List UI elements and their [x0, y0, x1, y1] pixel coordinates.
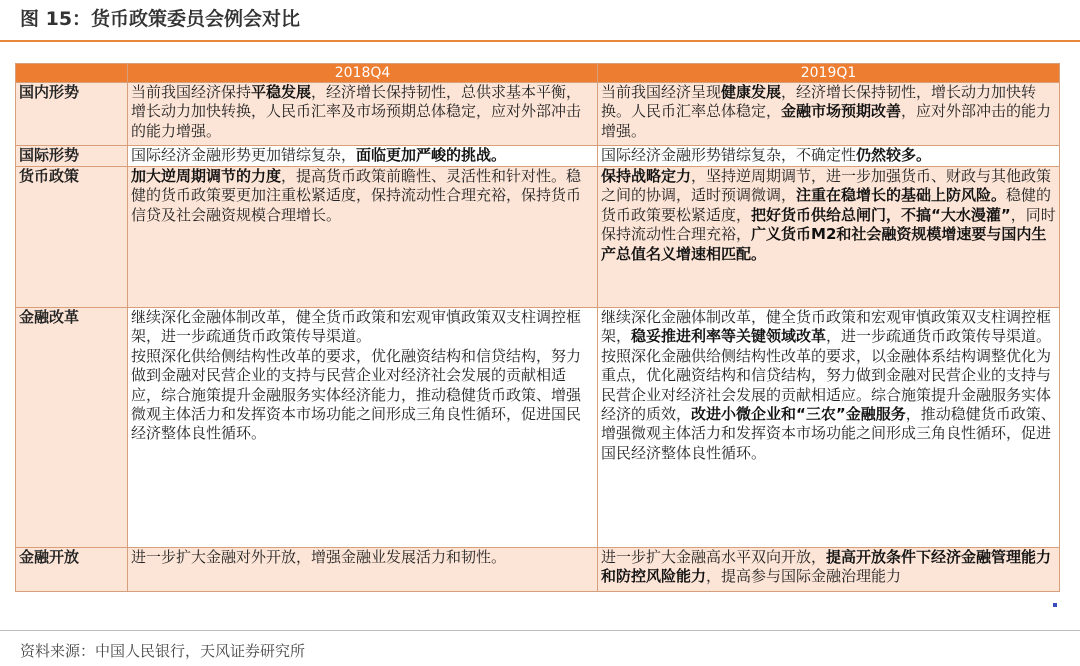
cell-2019q1: [598, 167, 1060, 308]
cell-2019q1: [598, 548, 1060, 592]
bold-text: 把好货币供给总闸门，不搞“大水漫灌”: [751, 205, 1011, 224]
text-run: ，同时保持流动性合理充裕，: [601, 205, 1056, 244]
bold-text: 金融市场预期改善: [781, 102, 902, 121]
text-run: 进一步扩大金融对外开放，增强金融业发展活力和韧性。: [131, 548, 507, 566]
table-row: [16, 146, 1060, 167]
row-label: 货币政策: [16, 167, 128, 308]
header-2018q4: 2018Q4: [128, 64, 598, 83]
header-row: [16, 64, 1060, 83]
bold-text: 改进小微企业和“三农”金融服务: [691, 405, 906, 424]
cell-2018q4: [128, 548, 598, 592]
text-run: ，经济增长保持韧性，增长动力加快转换。人民币汇率总体稳定，: [601, 83, 1037, 121]
cell-2018q4: [128, 167, 598, 308]
title-divider: [0, 40, 1080, 42]
text-run: 继续深化金融体制改革，健全货币政策和宏观审慎政策双支柱调控框架，: [601, 308, 1052, 346]
bold-text: 面临更加严峻的挑战。: [356, 146, 507, 164]
cell-2018q4: [128, 308, 598, 548]
header-label-cell: [16, 64, 128, 83]
bold-text: 健康发展: [721, 83, 782, 101]
comparison-table: [15, 63, 1060, 592]
row-label: 金融改革: [16, 308, 128, 548]
bold-text: 注重在稳增长的基础上防风险。: [796, 186, 1007, 205]
bold-text: 广义货币M2和社会融资规模增速要与国内生产总值名义增速相匹配。: [601, 225, 1047, 263]
cell-2018q4: [128, 146, 598, 167]
cell-2019q1: [598, 83, 1060, 146]
text-run: ，经济增长保持韧性，总供求基本平衡，增长动力加快转换，人民币汇率及市场预期总体稳定，应对外部冲击的能力增强。: [131, 83, 582, 140]
bold-text: 仍然较多。: [856, 146, 932, 164]
source-note: 资料来源：中国人民银行，天风证券研究所: [20, 642, 306, 660]
text-run: ，应对外部冲击的能力增强。: [601, 102, 1052, 140]
cell-2019q1: [598, 146, 1060, 167]
text-run: ，推动稳健货币政策、增强微观主体活力和发挥资本市场功能之间形成三角良性循环，促进国民经济整体良性循环。: [601, 405, 1056, 462]
bold-text: 稳妥推进利率等关键领域改革: [631, 327, 827, 346]
text-run: 国际经济金融形势错综复杂，不确定性: [601, 146, 857, 164]
text-run: 国际经济金融形势更加错综复杂，: [131, 146, 357, 164]
text-run: 当前我国经济保持: [131, 83, 252, 101]
text-run: ，坚持逆周期调节，进一步加强货币、财政与其他政策之间的协调，适时预调微调，: [601, 167, 1052, 205]
text-run: ，提高参与国际金融治理能力: [706, 567, 902, 586]
bold-text: 保持战略定力: [601, 167, 692, 185]
text-run: 稳健的货币政策要松紧适度，: [601, 186, 1052, 224]
table-row: [16, 548, 1060, 592]
cell-2019q1: [598, 308, 1060, 548]
table-row: [16, 83, 1060, 146]
text-run: ，进一步疏通货币政策传导渠道。: [826, 327, 1052, 346]
text-run: 进一步扩大金融高水平双向开放，: [601, 548, 827, 566]
row-label: 国内形势: [16, 83, 128, 146]
table-row: [16, 167, 1060, 308]
text-run: 按照深化供给侧结构性改革的要求，优化融资结构和信贷结构，努力做到金融对民营企业的支持与民营企业对经济社会发展的贡献相适应，综合施策提升金融服务实体经济能力，推动稳健货币政策、增强微观主体活力和发挥资本市场功能之间形成三角良性循环，促进国民经济整体良性循环。: [131, 346, 582, 443]
header-2019q1: 2019Q1: [598, 64, 1060, 83]
figure-title: 图 15：货币政策委员会例会对比: [20, 8, 301, 30]
table-row: [16, 308, 1060, 548]
bold-text: 提高开放条件下经济金融管理能力和防控风险能力: [601, 548, 1052, 586]
cell-2018q4: [128, 83, 598, 146]
bold-text: 加大逆周期调节的力度: [131, 167, 282, 185]
resize-handle-icon: [1053, 603, 1057, 607]
text-run: 继续深化金融体制改革，健全货币政策和宏观审慎政策双支柱调控框架，进一步疏通货币政策传导渠道。: [131, 308, 582, 346]
text-run: 按照深化金融供给侧结构性改革的要求，以金融体系结构调整优化为重点，优化融资结构和信贷结构，努力做到金融对民营企业的支持与民营企业对经济社会发展的贡献相适应。综合施策提升金融服务实体经济的质效，: [601, 346, 1052, 424]
row-label: 国际形势: [16, 146, 128, 167]
bold-text: 平稳发展: [251, 83, 312, 101]
text-run: ，提高货币政策前瞻性、灵活性和针对性。稳健的货币政策要更加注重松紧适度，保持流动性合理充裕，保持货币信贷及社会融资规模合理增长。: [131, 167, 582, 224]
row-label: 金融开放: [16, 548, 128, 592]
text-run: 当前我国经济呈现: [601, 83, 722, 101]
footer-divider: [0, 630, 1080, 631]
